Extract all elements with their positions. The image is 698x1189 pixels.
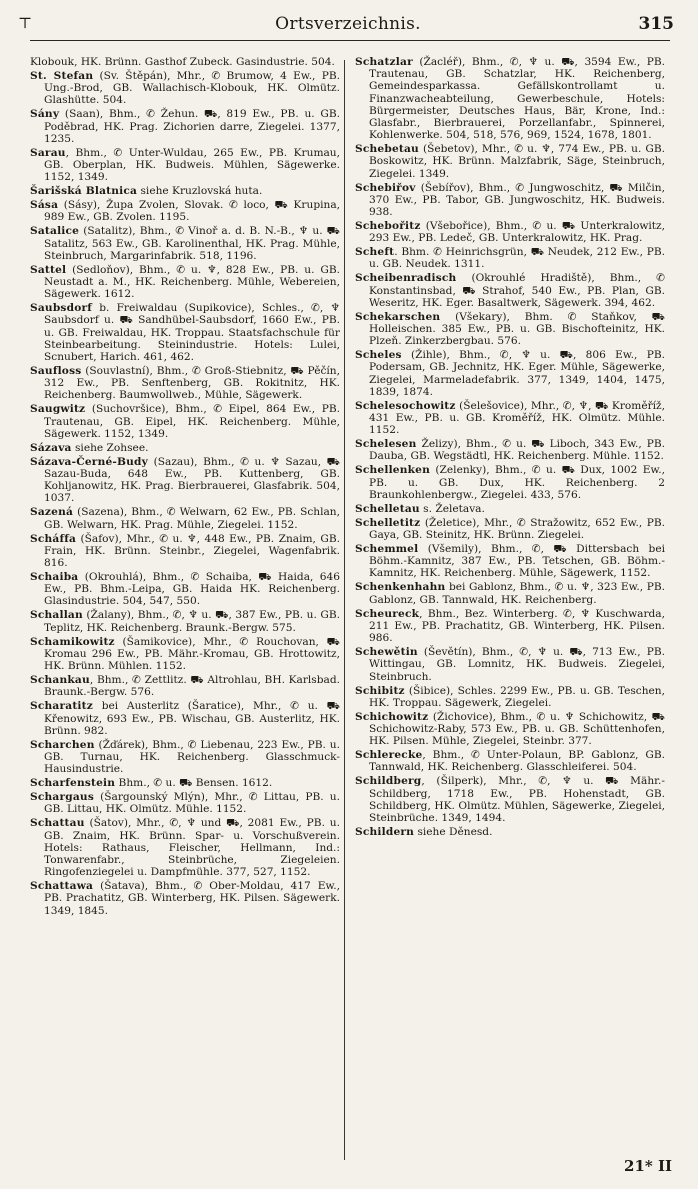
gazetteer-entry: [355, 272, 665, 309]
entry-text: Bhm., ✆ u. ⛟ Bensen. 1612.: [115, 777, 273, 790]
entry-text: (Šamikovice), Mhr., ✆ Rouchovan, ⛟ Kromau 296 Ew., PB. Mähr.-Kromau, GB. Hrottowitz, HK. Brünn. Mühlen. 1152.: [44, 635, 340, 673]
place-name: Schamikowitz: [30, 635, 115, 648]
gazetteer-entry: [355, 543, 665, 580]
entry-text: Želizy), Bhm., ✆ u. ⛟ Liboch, 343 Ew., PB. Dauba, GB. Wegstädtl, HK. Reichenberg. Mühle. 1152.: [369, 438, 665, 463]
gazetteer-entry: [30, 533, 340, 570]
place-name: Saugwitz: [30, 403, 86, 416]
place-name: Sazená: [30, 506, 74, 519]
gazetteer-entry: [355, 826, 665, 838]
place-name: Schallan: [30, 609, 83, 622]
gazetteer-entry: [30, 264, 340, 301]
gazetteer-entry: [30, 571, 340, 608]
entry-text: (Suchovršice), Bhm., ✆ Eipel, 864 Ew., PB. Trautenau, GB. Eipel, HK. Reichenberg. Mühle, Sägewerk. 1152, 1349.: [44, 403, 340, 440]
left-column: [30, 56, 340, 919]
entry-text: (Sv. Štěpán), Mhr., ✆ Brumow, 4 Ew., PB. Ung.-Brod, GB. Wallachisch-Klobouk, HK. Olmütz. Glashütte. 504.: [44, 70, 340, 107]
place-name: Schebořitz: [355, 220, 421, 233]
gazetteer-entry: [355, 608, 665, 645]
place-name: Scheft: [355, 246, 395, 259]
place-name: Schankau: [30, 674, 90, 687]
entry-text: (Ševětín), Bhm., ✆, ♆ u. ⛟, 713 Ew., PB. Wittingau, GB. Lomnitz, HK. Budweis. Ziegelei, Steinbruch.: [369, 646, 665, 683]
place-name: Scharchen: [30, 738, 95, 751]
gazetteer-entry: [355, 349, 665, 398]
gazetteer-entry: [30, 365, 340, 402]
entry-text: (Šafov), Mhr., ✆ u. ♆, 448 Ew., PB. Znaim, GB. Frain, HK. Brünn. Steinbr., Ziegelei, Wagenfabrik. 816.: [44, 532, 340, 570]
place-name: Schemmel: [355, 543, 419, 556]
gazetteer-entry: [30, 817, 340, 878]
place-name: Scharatitz: [30, 700, 93, 713]
place-name: Schelesochowitz: [355, 399, 456, 412]
entry-text: (Šatava), Bhm., ✆ Ober-Moldau, 417 Ew., PB. Prachatitz, GB. Winterberg, HK. Pilsen. Sägewerk. 1349, 1845.: [44, 880, 340, 917]
entry-text: (Želetice), Mhr., ✆ Stražowitz, 652 Ew., PB. Gaya, GB. Steinitz, HK. Brünn. Ziegelei.: [369, 516, 665, 542]
entry-text: (Zelenky), Bhm., ✆ u. ⛟ Dux, 1002 Ew., PB. u. GB. Dux, HK. Reichenberg. 2 Braunkohlenbergw., Ziegelei. 433, 576.: [369, 464, 665, 501]
gazetteer-entry: [355, 143, 665, 180]
place-name: Schellenken: [355, 464, 431, 477]
place-name: Sány: [30, 108, 60, 121]
gazetteer-entry: [355, 220, 665, 244]
entry-text: s. Želetava.: [419, 502, 485, 515]
place-name: Schattau: [30, 817, 85, 830]
entry-text: Klobouk, HK. Brünn. Gasthof Zubeck. Gasindustrie. 504.: [30, 56, 335, 68]
entry-text: , Bhm., ✆ Zettlitz. ⛟ Altrohlau, BH. Karlsbad. Braunk.-Bergw. 576.: [44, 674, 340, 699]
gazetteer-entry: [355, 438, 665, 462]
entry-text: (Saan), Bhm., ✆ Žehun. ⛟, 819 Ew., PB. u. GB. Poděbrad, HK. Prag. Zichorien darre, Ziegelei. 1377, 1235.: [44, 108, 340, 145]
entry-text: b. Freiwaldau (Supikovice), Schles., ✆, ♆ Saubsdorf u. ⛟ Sandhübel-Saubsdorf, 1660 Ew., PB. u. GB. Freiwaldau, HK. Troppau. Staatsfachschule für Steinbearbeitung. Steinindustrie. Hotels: Lulei, Scnubert, Harich. 461, 462.: [44, 302, 340, 364]
entry-text: siehe Kruzlovská huta.: [137, 185, 263, 198]
entry-text: (Žďárek), Bhm., ✆ Liebenau, 223 Ew., PB. u. GB. Turnau, HK. Reichenberg. Glasschmuck-Hausindustrie.: [44, 738, 340, 776]
entry-text: . Bhm. ✆ Heinrichsgrün, ⛟ Neudek, 212 Ew., PB. u. GB. Neudek. 1311.: [369, 246, 665, 271]
right-column: [355, 56, 665, 840]
gazetteer-entry: [30, 56, 340, 68]
gazetteer-entry: [30, 70, 340, 107]
place-name: Šarišská Blatnica: [30, 185, 138, 198]
entry-text: (Šibice), Schles. 2299 Ew., PB. u. GB. Teschen, HK. Troppau. Sägewerk, Ziegelei.: [369, 684, 665, 709]
place-name: Sázava: [30, 441, 72, 454]
running-title: Ortsverzeichnis.: [275, 14, 421, 34]
gazetteer-entry: [30, 108, 340, 145]
entry-text: (Všemily), Bhm., ✆, ⛟ Dittersbach bei Böhm.-Kamnitz, 387 Ew., PB. Tetschen, GB. Böhm.-Kamnitz, HK. Reichenberg. Mühle, Sägewerk, 1152.: [369, 543, 665, 580]
entry-text: (Sedloňov), Bhm., ✆ u. ♆, 828 Ew., PB. u. GB. Neustadt a. M., HK. Reichenberg. Mühle, Webereien, Sägewerk. 1612.: [44, 263, 340, 301]
gazetteer-entry: [355, 503, 665, 515]
place-name: Schildern: [355, 825, 415, 838]
entry-text: (Žichovice), Bhm., ✆ u. ♆ Schichowitz, ⛟ Schichowitz-Raby, 573 Ew., PB. u. GB. Schüttenhofen, HK. Pilsen. Mühle, Ziegelei, Steinbr. 377.: [369, 710, 665, 748]
gazetteer-entry: [355, 646, 665, 683]
page-number: 315: [638, 14, 674, 34]
entry-text: (Žihle), Bhm., ✆, ♆ u. ⛟, 806 Ew., PB. Podersam, GB. Jechnitz, HK. Eger. Mühle, Sägewerke, Ziegelei, Marmeladefabrik. 377, 1349, 1404, 1475, 1839, 1874.: [369, 349, 665, 398]
gazetteer-entry: [30, 739, 340, 776]
header-mark: ⊤: [18, 14, 33, 32]
place-name: Schattawa: [30, 880, 94, 893]
gazetteer-entry: [355, 246, 665, 270]
entry-text: (Okrouhlé Hradiště), Bhm., ✆ Konstantinsbad, ⛟ Strahof, 540 Ew., PB. Plan, GB. Weseritz, HK. Eger. Basaltwerk, Sägewerk. 394, 462.: [369, 272, 665, 309]
gazetteer-entry: [30, 185, 340, 197]
gazetteer-entry: [355, 685, 665, 709]
header-rule: [30, 40, 670, 41]
gazetteer-entry: [355, 182, 665, 219]
gazetteer-entry: [30, 791, 340, 815]
entry-text: (Satalitz), Bhm., ✆ Vinoř a. d. B. N.-B., ♆ u. ⛟ Satalitz, 563 Ew., GB. Karolinenthal, HK. Prag. Mühle, Steinbruch, Margarinfabrik. 518, 1196.: [44, 225, 340, 262]
gazetteer-entry: [30, 403, 340, 440]
gazetteer-entry: [355, 711, 665, 748]
place-name: Schatzlar: [355, 56, 413, 68]
place-name: Sattel: [30, 263, 67, 276]
entry-text: , Bhm., ✆ Unter-Polaun, BP. Gablonz, GB. Tannwald, HK. Reichenberg. Glasschleiferei. 504.: [369, 749, 665, 774]
entry-text: (Šelešovice), Mhr., ✆, ♆, ⛟ Kroměříž, 431 Ew., PB. u. GB. Kroměříž, HK. Olmütz. Mühle. 1152.: [369, 399, 665, 437]
place-name: Scheles: [355, 349, 402, 362]
place-name: Sarau: [30, 146, 66, 159]
entry-text: , Bhm., ✆ Unter-Wuldau, 265 Ew., PB. Krumau, GB. Oberplan, HK. Budweis. Mühlen, Sägewerke. 1152, 1349.: [44, 146, 340, 184]
gazetteer-entry: [30, 636, 340, 673]
gazetteer-entry: [355, 56, 665, 141]
place-name: Scharfenstein: [30, 777, 116, 790]
signature-mark: 21* II: [624, 1157, 672, 1175]
entry-text: siehe Děnesd.: [414, 825, 493, 838]
gazetteer-entry: [30, 442, 340, 454]
gazetteer-entry: [30, 700, 340, 737]
place-name: Schlerecke: [355, 749, 423, 762]
column-divider: [344, 60, 345, 1160]
entry-text: (Žalany), Bhm., ✆, ♆ u. ⛟, 387 Ew., PB. u. GB. Teplitz, HK. Reichenberg. Braunk.-Bergw. 575.: [44, 609, 340, 634]
entry-text: , (Šilperk), Mhr., ✆, ♆ u. ⛟ Mähr.-Schildberg, 1718 Ew., PB. Hohenstadt, GB. Schildberg, HK. Olmütz. Mühlen, Sägewerke, Ziegelei, Steinbrüche. 1349, 1494.: [369, 775, 665, 824]
entry-text: (Šebetov), Mhr., ✆ u. ♆, 774 Ew., PB. u. GB. Boskowitz, HK. Brünn. Malzfabrik, Säge, Steinbruch, Ziegelei. 1349.: [369, 143, 665, 180]
gazetteer-entry: [30, 302, 340, 363]
place-name: Schekarschen: [355, 310, 441, 323]
entry-text: (Okrouhlá), Bhm., ✆ Schaiba, ⛟ Haida, 646 Ew., PB. Bhm.-Leipa, GB. Haida HK. Reichenberg. Glasindustrie. 504, 547, 550.: [44, 571, 340, 608]
entry-text: (Všebořice), Bhm., ✆ u. ⛟ Unterkralowitz, 293 Ew., PB. Ledeč, GB. Unterkralowitz, HK. Prag.: [369, 220, 665, 245]
entry-text: (Sazau), Bhm., ✆ u. ♆ Sazau, ⛟ Sazau-Buda, 648 Ew., PB. Kuttenberg, GB. Kohljanowitz, HK. Prag. Bierbrauerei, Glasfabrik. 504, 1037.: [44, 455, 340, 505]
entry-text: , Bhm., Bez. Winterberg. ✆, ♆ Kuschwarda, 211 Ew., PB. Prachatitz, GB. Winterberg, HK. Pilsen. 986.: [369, 607, 665, 645]
place-name: Schaiba: [30, 571, 79, 584]
gazetteer-entry: [30, 225, 340, 262]
place-name: Schelletitz: [355, 516, 421, 529]
gazetteer-entry: [355, 464, 665, 501]
gazetteer-entry: [30, 674, 340, 698]
gazetteer-entry: [30, 147, 340, 184]
place-name: Satalice: [30, 225, 80, 238]
place-name: Sázava-Černé-Budy: [30, 455, 149, 468]
page-header: [18, 14, 678, 42]
gazetteer-entry: [30, 199, 340, 223]
entry-text: siehe Zohsee.: [71, 441, 149, 454]
place-name: St. Stefan: [30, 70, 94, 82]
gazetteer-entry: [355, 749, 665, 773]
place-name: Sása: [30, 199, 59, 212]
entry-text: (Sazena), Bhm., ✆ Welwarn, 62 Ew., PB. Schlan, GB. Welwarn, HK. Prag. Mühle, Ziegelei. 1152.: [44, 506, 340, 531]
place-name: Schenkenhahn: [355, 581, 446, 594]
place-name: Scheibenradisch: [355, 272, 457, 285]
entry-text: (Souvlastní), Bhm., ✆ Groß-Stiebnitz, ⛟ Pěčín, 312 Ew., PB. Senftenberg, GB. Rokitnitz, HK. Reichenberg. Baumwollweb., Mühle, Sägewerk.: [44, 365, 340, 402]
gazetteer-entry: [355, 311, 665, 348]
place-name: Schichowitz: [355, 710, 429, 723]
place-name: Schelesen: [355, 438, 417, 451]
place-name: Scháffa: [30, 532, 77, 545]
place-name: Saubsdorf: [30, 302, 93, 315]
entry-text: (Šebířov), Bhm., ✆ Jungwoschitz, ⛟ Milčin, 370 Ew., PB. Tabor, GB. Jungwoschitz, HK. Budweis. 938.: [369, 181, 665, 219]
place-name: Scheureck: [355, 607, 420, 620]
gazetteer-entry: [30, 880, 340, 917]
entry-text: bei Gablonz, Bhm., ✆ u. ♆, 323 Ew., PB. Gablonz, GB. Tannwald, HK. Reichenberg.: [369, 581, 665, 606]
gazetteer-entry: [30, 609, 340, 633]
gazetteer-entry: [30, 777, 340, 789]
entry-text: (Šatov), Mhr., ✆, ♆ und ⛟, 2081 Ew., PB. u. GB. Znaim, HK. Brünn. Spar- u. Vorschußverein. Hotels: Rathaus, Fleischer, Hellmann, Ind.: Tonwarenfabr., Steinbrüche, Ziegeleien. Ringofenziegelei u. Dampfmühle. 377, 527, 1152.: [44, 817, 340, 879]
entry-text: bei Austerlitz (Šaratice), Mhr., ✆ u. ⛟ Křenowitz, 693 Ew., PB. Wischau, GB. Austerlitz, HK. Brünn. 982.: [44, 700, 340, 737]
gazetteer-entry: [355, 400, 665, 437]
gazetteer-entry: [355, 517, 665, 541]
place-name: Schibitz: [355, 684, 405, 697]
place-name: Schebetau: [355, 143, 419, 156]
entry-text: (Všekary), Bhm. ✆ Staňkov, ⛟ Holleischen. 385 Ew., PB. u. GB. Bischofteinitz, HK. Plzeň. Zinkerzbergbau. 576.: [369, 310, 665, 348]
gazetteer-entry: [355, 775, 665, 824]
gazetteer-entry: [355, 581, 665, 605]
place-name: Saufloss: [30, 365, 82, 378]
gazetteer-entry: [30, 506, 340, 530]
place-name: Schelletau: [355, 502, 420, 515]
entry-text: (Sásy), Župa Zvolen, Slovak. ✆ loco, ⛟ Krupina, 989 Ew., GB. Zvolen. 1195.: [44, 199, 340, 224]
entry-text: (Šargounský Mlýn), Mhr., ✆ Littau, PB. u. GB. Littau, HK. Olmütz. Mühle. 1152.: [44, 791, 340, 816]
entry-text: (Žacléř), Bhm., ✆, ♆ u. ⛟, 3594 Ew., PB. Trautenau, GB. Schatzlar, HK. Reichenberg, Gemeindesparkassa. Gefällskontrollamt u. Finanzwacheabteilung, Gewerbeschule, Hotels: Bürgermeister, Deutsches Haus, Bär, Krone, Ind.: Glasfabr., Bierbrauerei, Porzellanfabr., Spinnerei, Kohlenwerke. 504, 518, 576, 969, 1524, 1678, 1801.: [369, 56, 665, 142]
place-name: Schewětin: [355, 646, 418, 659]
place-name: Schargaus: [30, 791, 94, 804]
gazetteer-entry: [30, 456, 340, 505]
place-name: Schildberg: [355, 775, 422, 788]
place-name: Schebiřov: [355, 181, 416, 194]
